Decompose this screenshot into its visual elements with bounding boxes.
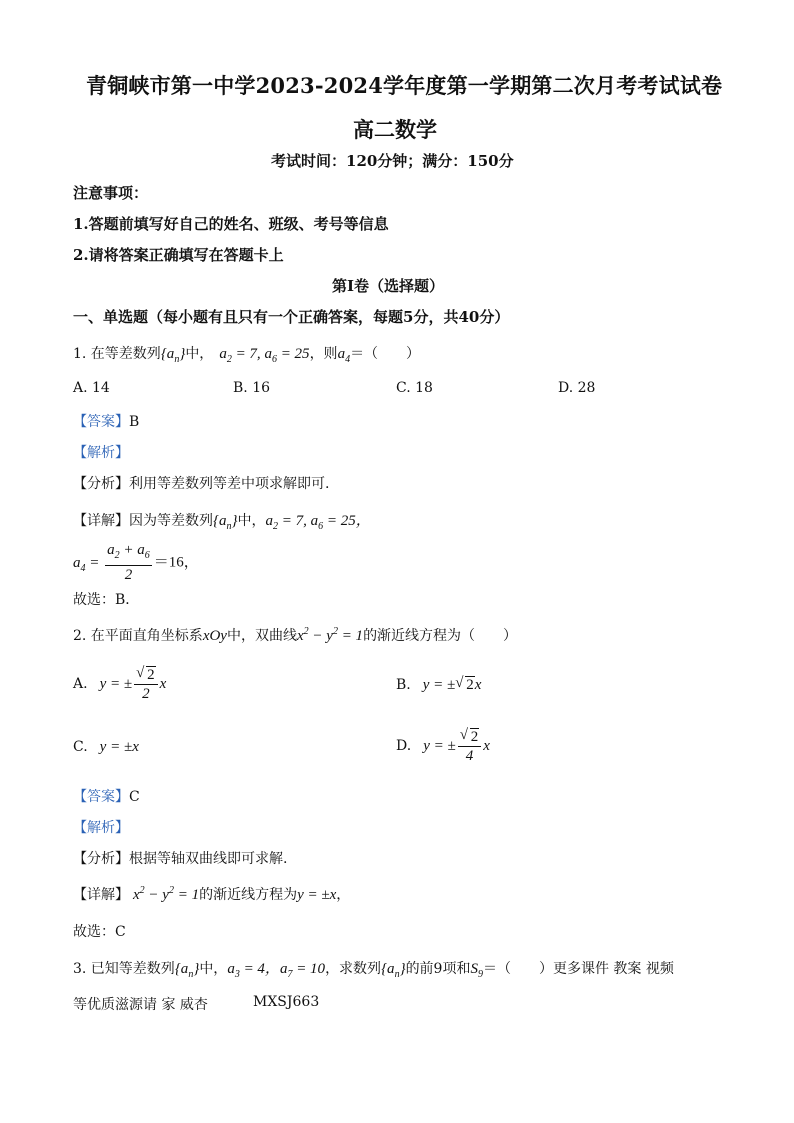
notes-heading: 注意事项：: [73, 184, 149, 202]
q1-answer-value: B: [129, 414, 140, 430]
q1-option-a: A. 14: [73, 380, 110, 396]
q3-seq-2: $\{a_n\}$: [381, 961, 406, 980]
q1-formula: [73, 541, 199, 584]
q2-conclusion: 故选：C: [73, 924, 126, 940]
q1-formula-lhs: $a_4$ =: [73, 554, 104, 574]
q1-conclusion: 故选：B．: [73, 592, 140, 608]
q2-detail: [73, 884, 350, 904]
q2-opt-a-label: A.: [73, 675, 88, 692]
q2-detail-tag: 【详解】: [73, 887, 129, 903]
subject-title: 高二数学: [353, 117, 437, 142]
q1-detail-tag: 【详解】: [73, 513, 129, 529]
q1-target-formula: $a_4$: [337, 346, 351, 365]
q1-option-c: C. 18: [396, 380, 433, 396]
q1-fraction: $\frac{a_2 + a_6}{2}$: [107, 542, 150, 583]
q1-stem-mid: 中，: [185, 346, 214, 362]
q1-answer: [73, 411, 139, 431]
q1-option-b: B. 16: [233, 380, 271, 396]
q2-opt-b-label: B.: [396, 677, 411, 693]
q3-stem-sum: 的前9项和: [405, 961, 471, 977]
q2-opt-a-formula: y = ± √ $\frac{2}{2}$ x: [100, 676, 167, 692]
q3-stem-tail: ，求数列: [325, 961, 382, 977]
q2-opt-d-formula: y = ± √ $\frac{2}{4}$ x: [423, 738, 490, 754]
q3-s9: $S_9$: [470, 961, 483, 980]
q2-detail-mid: 的渐近线方程为: [199, 887, 298, 903]
q1-fenxi-tag: 【分析】: [73, 476, 129, 492]
q1-detail-prefix: 因为等差数列: [129, 513, 213, 529]
q2-detail-end: ，: [336, 887, 351, 903]
q2-opt-c-label: C.: [73, 739, 88, 755]
q2-option-d: [396, 728, 490, 765]
volume-title: 第I卷（选择题）: [332, 277, 445, 295]
q1-analysis-tag: 【解析】: [73, 445, 129, 461]
q1-given-formula: $a_2 = 7$, $a_6 = 25$: [219, 346, 310, 365]
q1-fenxi-text: 利用等差数列等差中项求解即可.: [129, 476, 330, 492]
q2-fenxi-text: 根据等轴双曲线即可求解.: [129, 851, 288, 867]
q2-opt-c-formula: y = ±x: [99, 739, 139, 755]
q2-fenxi-tag: 【分析】: [73, 851, 129, 867]
q1-detail-seq: $\{a_n\}$: [213, 513, 238, 532]
q1-seq-formula: $\{a_n\}$: [160, 346, 186, 365]
q2-hyperbola: $x^2 - y^2 = 1$: [296, 626, 364, 644]
q2-coord-system: xOy: [202, 628, 227, 644]
q2-option-b: [396, 677, 481, 694]
q2-analysis-tag: 【解析】: [73, 820, 129, 836]
q2-opt-d-label: D.: [396, 737, 412, 754]
q2-stem-prefix: 2. 在平面直角坐标系: [73, 628, 203, 644]
q2-option-a: [73, 666, 166, 703]
part-title: 一、单选题（每小题有且只有一个正确答案，每题5分，共40分）: [73, 308, 510, 326]
q2-fenxi: [73, 848, 287, 868]
q1-stem-blank: ＝（ ）: [350, 346, 421, 362]
q2-detail-result: y = ±x: [297, 887, 337, 903]
exam-info: 考试时间：120分钟；满分：150分: [271, 152, 514, 170]
q2-detail-hyperbola: $x^2 - y^2 = 1$: [133, 885, 200, 903]
q2-answer-tag: 【答案】: [73, 789, 129, 805]
q1-option-d: D. 28: [558, 380, 596, 396]
note-item-2: 2.请将答案正确填写在答题卡上: [73, 246, 284, 264]
q2-option-c: [73, 739, 139, 756]
q2-opt-b-formula: y = ±√ 2x: [423, 677, 482, 693]
q3-stem-prefix: 3. 已知等差数列: [73, 961, 175, 977]
q3-stem-blank: ＝（ ）更多课件 教案 视频: [482, 961, 674, 977]
q3-stem-line2: 等优质滋源请 家 威杏: [73, 997, 208, 1013]
q1-detail-mid: 中，: [237, 513, 266, 529]
question-2-stem: [73, 625, 517, 645]
q1-detail: [73, 509, 371, 532]
note-item-1: 1.答题前填写好自己的姓名、班级、考号等信息: [73, 215, 389, 233]
q3-stem-mid: 中，: [199, 961, 228, 977]
question-3-stem: [73, 957, 674, 980]
exam-title: 青铜峡市第一中学2023-2024学年度第一学期第二次月考考试试卷: [86, 73, 723, 98]
q3-given-a3: $a_3 = 4$，$a_7 = 10$: [227, 961, 326, 980]
question-1-stem: [73, 343, 420, 365]
q2-stem-mid: 中，双曲线: [226, 628, 297, 644]
q3-seq: $\{a_n\}$: [174, 961, 200, 980]
q1-fenxi: [73, 473, 329, 493]
q1-detail-given: $a_2 = 7$, $a_6 = 25$，: [265, 513, 371, 532]
q1-stem-then: ，则: [309, 346, 338, 362]
q2-answer: [73, 786, 140, 806]
q1-answer-tag: 【答案】: [73, 414, 129, 430]
q1-stem-prefix: 1. 在等差数列: [73, 346, 161, 362]
q3-code: MXSJ663: [253, 994, 320, 1010]
q1-formula-tail: ＝16，: [153, 554, 199, 571]
q2-answer-value: C: [129, 789, 140, 805]
q2-stem-suffix: 的渐近线方程为（ ）: [363, 628, 518, 644]
